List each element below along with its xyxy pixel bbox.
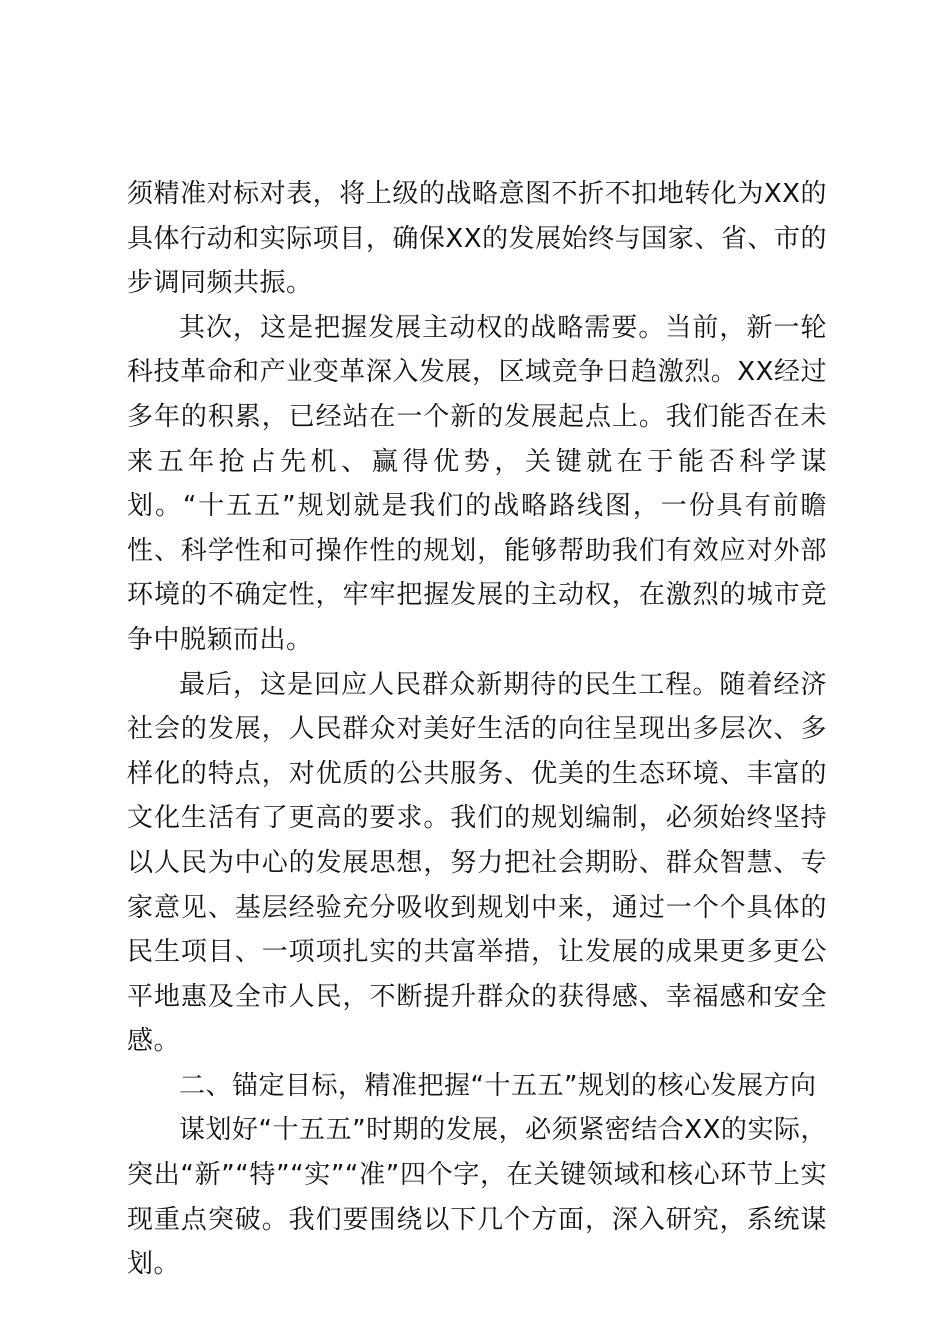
- section-two-heading: 二、锚定目标，精准把握“十五五”规划的核心发展方向: [179, 1070, 817, 1101]
- continued-paragraph: 须精准对标对表，将上级的战略意图不折不扣地转化为XX的具体行动和实际项目，确保XX的发展始终与国家、省、市的步调同频共振。: [127, 179, 827, 299]
- planning-paragraph: 谋划好“十五五”时期的发展，必须紧密结合XX的实际，突出“新”“特”“实”“准”四个字，在关键领域和核心环节上实现重点突破。我们要围绕以下几个方面，深入研究，系统谋划。: [127, 1115, 827, 1280]
- document-body: [127, 172, 827, 1287]
- finally-paragraph: 最后，这是回应人民群众新期待的民生工程。随着经济社会的发展，人民群众对美好生活的向往呈现出多层次、多样化的特点，对优质的公共服务、优美的生态环境、丰富的文化生活有了更高的要求。我们的规划编制，必须始终坚持以人民为中心的发展思想，努力把社会期盼、群众智慧、专家意见、基层经验充分吸收到规划中来，通过一个个具体的民生项目、一项项扎实的共富举措，让发展的成果更多更公平地惠及全市人民，不断提升群众的获得感、幸福感和安全感。: [127, 669, 827, 1057]
- secondly-paragraph: 其次，这是把握发展主动权的战略需要。当前，新一轮科技革命和产业变革深入发展，区域竞争日趋激烈。XX经过多年的积累，已经站在一个新的发展起点上。我们能否在未来五年抢占先机、赢得优势，关键就在于能否科学谋划。“十五五”规划就是我们的战略路线图，一份具有前瞻性、科学性和可操作性的规划，能够帮助我们有效应对外部环境的不确定性，牢牢把握发展的主动权，在激烈的城市竞争中脱颖而出。: [127, 312, 827, 655]
